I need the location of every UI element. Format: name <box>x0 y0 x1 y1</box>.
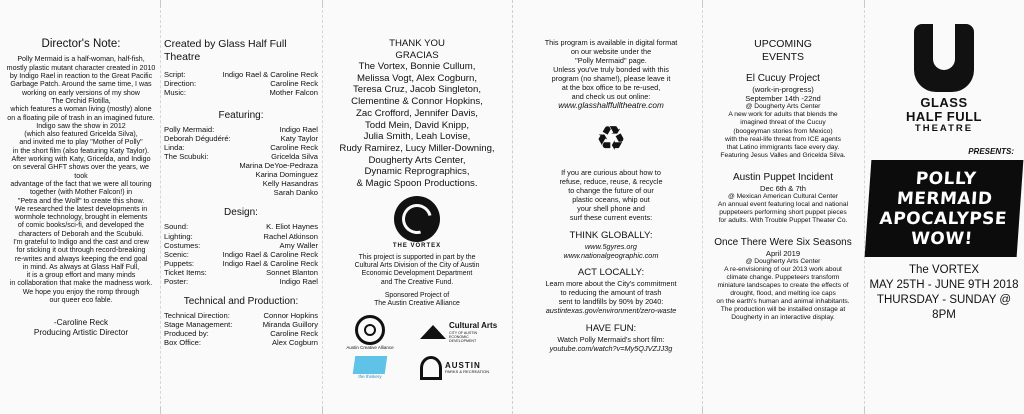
website-link[interactable]: www.glasshalffulltheatre.com <box>558 101 664 111</box>
events-panel <box>706 38 860 322</box>
fold-line <box>322 0 323 414</box>
trim-mark <box>160 0 161 8</box>
note-line: by Indigo Rael in reaction to the Great Pacific <box>9 72 153 81</box>
note-line: it is a group effort and many minds <box>26 271 136 280</box>
credit-row: Costumes: Amy Waller <box>164 240 318 250</box>
have-fun-heading: HAVE FUN: <box>585 323 637 334</box>
signature: -Caroline Reck <box>53 318 109 328</box>
vortex-logo <box>394 196 440 242</box>
note-line: advantage of the fact that we were all touring <box>10 179 152 188</box>
recycle-icon: ♻ <box>595 119 627 158</box>
credit-row: Scenic: Indigo Rael & Caroline Reck <box>164 249 318 259</box>
trim-mark <box>702 406 703 414</box>
note-line: I'm grateful to Indigo and the cast and crew <box>13 237 149 246</box>
note-line: characters of Deborah and the Scubuki. <box>18 229 144 238</box>
credit-row: Music: Mother Falcon <box>164 88 318 98</box>
austin-creative-alliance-logo: Austin Creative Alliance <box>326 315 414 350</box>
credit-row: Deborah Dégudéré: Katy Taylor <box>164 133 318 143</box>
cover-panel <box>868 24 1020 322</box>
show-times: THURSDAY - SUNDAY @ 8PM <box>876 293 1012 321</box>
credit-row: Linda: Caroline Reck <box>164 142 318 152</box>
directors-note-panel <box>6 38 156 338</box>
thanks-panel <box>326 38 508 380</box>
trim-mark <box>322 0 323 8</box>
note-line: Garbage Patch. Around the same time, I was <box>10 80 152 89</box>
credit-row: Direction: Caroline Reck <box>164 79 318 89</box>
trim-mark <box>702 0 703 8</box>
sponsored-line: Sponsored Project of <box>384 292 450 300</box>
fold-line <box>512 0 513 414</box>
trim-mark <box>160 406 161 414</box>
note-line: on several GHFT shows over the years, we took <box>13 163 149 180</box>
note-line: for sticking it out through record-breaking <box>16 246 146 255</box>
sponsor-logos <box>326 315 508 380</box>
act-link[interactable]: austintexas.gov/environment/zero-waste <box>545 305 677 315</box>
note-line: We researched the latest developments in <box>14 204 148 213</box>
show-title: POLLY MERMAID APOCALYPSE WOW! <box>865 160 1024 257</box>
directors-note-body <box>6 55 156 304</box>
credit-row: Lighting: Rachel Atkinson <box>164 231 318 241</box>
note-line: re-writes and always keeping the end goal <box>14 254 148 263</box>
note-line: and invited me to play "Mother of Polly" <box>19 138 143 147</box>
trim-mark <box>864 0 865 8</box>
events-heading: UPCOMING <box>754 38 812 50</box>
trim-mark <box>322 406 323 414</box>
fold-line <box>160 0 161 414</box>
think-globally-heading: THINK GLOBALLY: <box>569 229 653 241</box>
thinkery-logo: the thinkery <box>326 356 414 379</box>
vortex-logo-text: THE VORTEX <box>392 242 442 249</box>
event-item: Once There Were Six Seasons April 2019 @ Dougherty Arts Center A re-envisioning of our 2013 work about climate change. Puppeteers transform miniature landscapes to create the effects of drought, flood, and melting ice caps on the earth's human and animal inhabitants. The production will be installed onstage at Dougherty in an interactive display. <box>714 236 852 322</box>
glass-half-full-logo <box>903 24 985 94</box>
gracias-heading: GRACIAS <box>395 49 439 61</box>
note-line: of comic books/sci-fi, and developed the <box>17 221 145 230</box>
sponsored-org: The Austin Creative Alliance <box>374 300 460 308</box>
note-line: mostly plastic mutant character created in 2010 <box>6 63 156 72</box>
note-line: working on early versions of my show <box>22 88 140 97</box>
run-dates: MAY 25TH - JUNE 9TH 2018 <box>869 279 1019 292</box>
presents-label: PRESENTS: <box>968 146 1014 156</box>
event-item: El Cucuy Project (work-in-progress) September 14th -22nd @ Dougherty Arts Center A new work for adults that blends the imagined threat of the Cucuy (boogeyman stories from Mexico) with the real-life threat from ICE agents that Latino immigrants face every day. Featuring Jesus Valles and Gricelda Silva. <box>720 73 846 159</box>
note-line: Polly Mermaid is a half-woman, half-fish, <box>17 55 145 64</box>
venue-name: The VORTEX <box>908 264 980 277</box>
featuring-heading: Featuring: <box>218 109 264 121</box>
credits-heading: Created by Glass Half Full Theatre <box>164 38 287 63</box>
scubuki-cast: Marina DeYoe-Pedraza Karina Dominguez Kelly Hasandras Sarah Danko <box>239 160 318 198</box>
credit-row: Produced by: Caroline Reck <box>164 329 318 339</box>
act-locally-heading: ACT LOCALLY: <box>577 266 645 278</box>
note-line: "Petra and the Wolf" to create this show. <box>17 196 145 205</box>
note-line: The Orchid Flotilla, <box>51 96 111 105</box>
credit-row: Polly Mermaid: Indigo Rael <box>164 124 318 134</box>
credit-row: Technical Direction: Connor Hopkins <box>164 311 318 321</box>
show-info <box>868 263 1020 322</box>
brand-name: GLASS HALF FULL THEATRE <box>906 95 982 135</box>
credits-panel <box>164 38 318 348</box>
credit-row: Puppets: Indigo Rael & Caroline Reck <box>164 258 318 268</box>
note-line: our queer eco fable. <box>49 296 113 305</box>
note-line: Indigo saw the show in 2012 <box>36 121 126 130</box>
event-item: Austin Puppet Incident Dec 6th & 7th @ Mexican American Cultural Center An annual event featuring local and national puppeteers performing short puppet pieces for adults. With Trouble Puppet Theater Co. <box>717 171 849 224</box>
credit-row: Box Office: Alex Cogburn <box>164 338 318 348</box>
directors-note-heading: Director's Note: <box>41 38 121 50</box>
signature-title: Producing Artistic Director <box>33 327 129 337</box>
note-line: (which also featured Gricelda Silva), <box>24 130 138 139</box>
think-link[interactable]: www.nationalgeographic.com <box>563 250 659 260</box>
note-line: We hope you enjoy the romp through <box>22 287 140 296</box>
fold-line <box>864 0 865 414</box>
thanks-list: The Vortex, Bonnie Cullum, Melissa Vogt, Alex Cogburn, Teresa Cruz, Jacob Singleton, Clementine & Connor Hopkins, Zac Crofford, Jennifer Davis, Todd Mein, David Knipp, Julia Smith, Leah Lovise, Rudy Ramirez, Lucy Miller-Downing, Dougherty Arts Center, Dynamic Reprographics, & Magic Spoon Productions. <box>339 61 495 190</box>
events-heading-2: EVENTS <box>761 50 804 63</box>
austin-parks-logo: AUSTIN PARKS & RECREATION <box>420 356 508 380</box>
note-line: in mind. As always at Glass Half Full, <box>22 262 140 271</box>
cultural-arts-logo: Cultural Arts CITY OF AUSTIN ECONOMIC DEVELOPMENT <box>420 321 508 344</box>
note-line: together (with Mother Falcon!) in <box>29 188 133 197</box>
trim-mark <box>864 406 865 414</box>
design-heading: Design: <box>224 207 258 219</box>
note-line: which features a woman living (mostly) alone <box>10 105 152 114</box>
resources-panel: This program is available in digital format on our website under the "Polly Mermaid" page. Unless you've truly bonded with this program (no shame!), please leave it at the box office to be re-used, and check us out online: www.glasshalffulltheatre.com ♻ If you are curious about how to refuse, reduce, reuse, & recycle to change the future of our plastic oceans, whip out your shell phone and surf these current events: THINK GLOBALLY: www.5gyres.org www.nationalgeographic.com ACT LOCALLY: Learn more about the City's commitment to reducing the amount of trash sent to landfills by 90% by 2040: austintexas.gov/environment/zero-waste HAVE FUN: Watch Polly Mermaid's short film: youtube.com/watch?v=My5QJVZJJ3g <box>528 38 694 353</box>
credit-row: Sound: K. Eliot Haynes <box>164 222 318 232</box>
video-link[interactable]: youtube.com/watch?v=My5QJVZJJ3g <box>549 343 673 353</box>
think-link[interactable]: www.5gyres.org <box>585 241 637 251</box>
tech-heading: Technical and Production: <box>183 296 299 308</box>
note-line: in the short film (also featuring Katy Taylor). <box>12 146 150 155</box>
credit-row: Ticket Items: Sonnet Blanton <box>164 267 318 277</box>
note-line: wormhole technology, brought in elements <box>14 213 148 222</box>
digital-text: This program is available in digital format on our website under the "Polly Mermaid" page. Unless you've truly bonded with this program (no shame!), please leave it at the box office to be re-used, and check us out online: <box>544 38 678 102</box>
curious-text: If you are curious about how to refuse, reduce, reuse, & recycle to change the future of our plastic oceans, whip out your shell phone and surf these current events: <box>559 167 663 222</box>
note-line: After working with Katy, Gricelda, and Indigo <box>11 155 151 164</box>
fold-line <box>702 0 703 414</box>
credit-row: The Scubuki: Gricelda Silva <box>164 151 318 161</box>
thanks-heading: THANK YOU <box>389 38 445 49</box>
support-text: This project is supported in part by the Cultural Arts Division of the City of Austin Economic Development Department and The Creative Fund. <box>354 253 480 286</box>
credit-row: Poster: Indigo Rael <box>164 277 318 287</box>
note-line: in collaboration that make the madness work. <box>9 279 153 288</box>
note-line: on a floating pile of trash in an imagined future. <box>7 113 155 122</box>
credit-row: Stage Management: Miranda Guillory <box>164 320 318 330</box>
credit-row: Script: Indigo Rael & Caroline Reck <box>164 70 318 80</box>
